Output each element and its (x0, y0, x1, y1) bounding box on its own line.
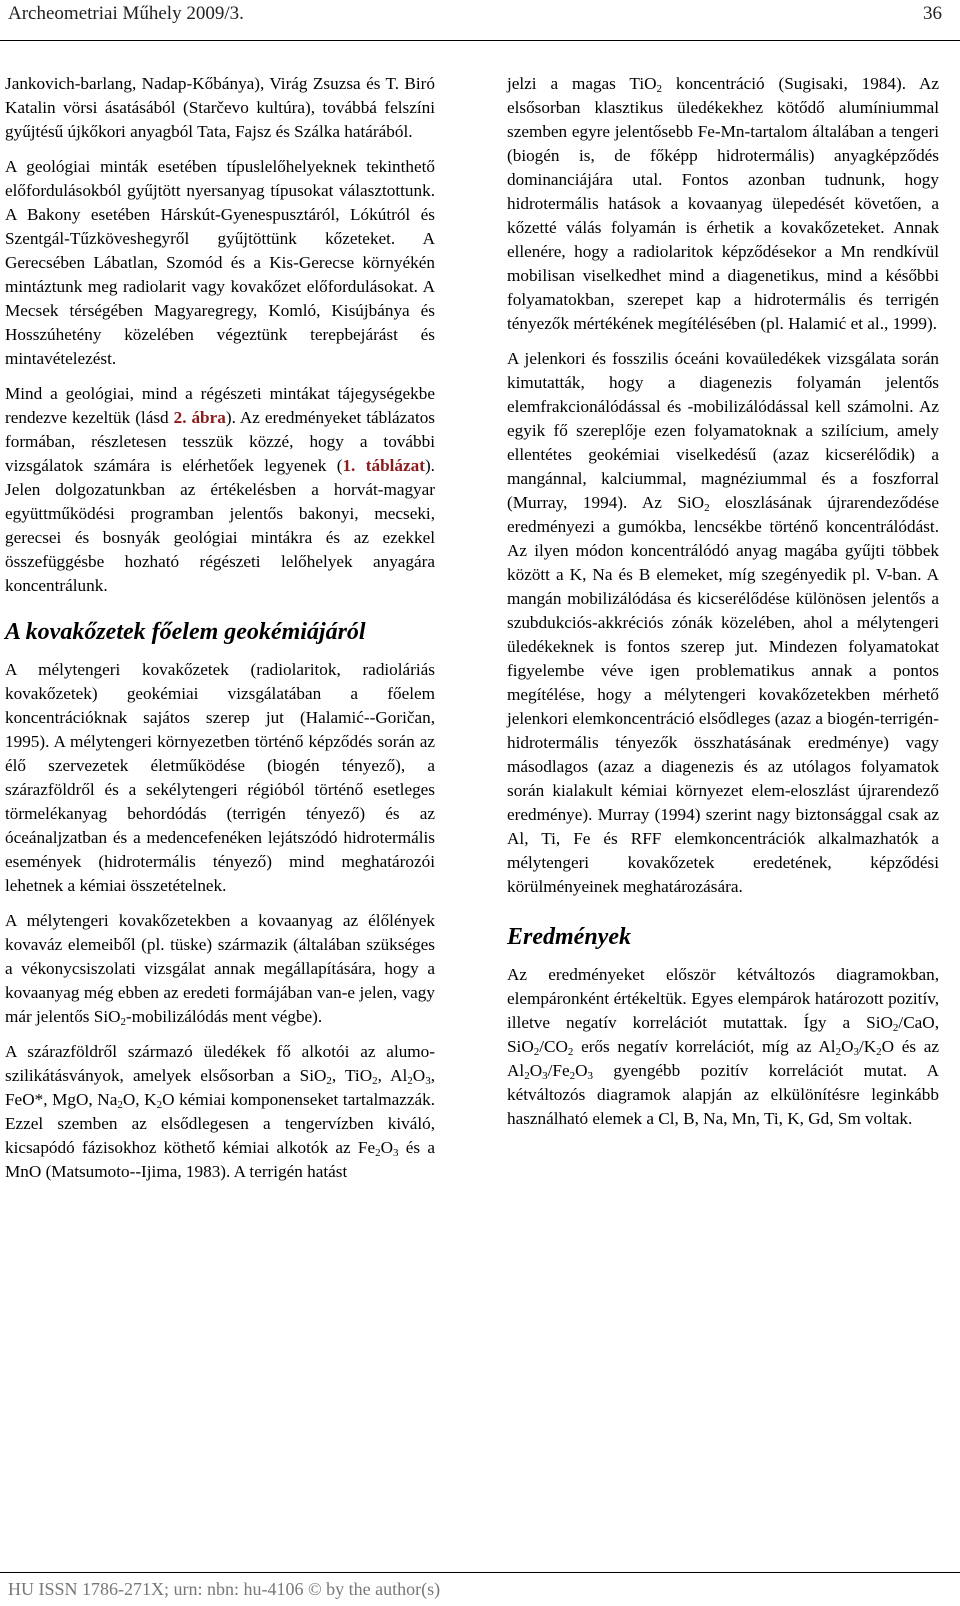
left-column (5, 72, 435, 1195)
paragraph: Az eredményeket először kétváltozós diagramokban, elempáronként értékeltük. Egyes elempárok határozott pozitív, illetve negatív korrelációt mutattak. Így a SiO$_2$/CaO, $SiO_2/CO_2$ erős negatív korrelációt, míg az $Al_2O_3/K_2O$ és az $Al_2O_3/Fe_2O_3$ gyengébb pozitív korrelációt mutat. A kétváltozós diagramok alapján az elkülönítésre leginkább használható elemek a Cl, B, Na, Mn, Ti, K, Gd, Sm voltak. (507, 965, 939, 1128)
section-heading: Eredmények (507, 924, 631, 950)
figure-reference[interactable]: 2. ábra (173, 408, 226, 427)
paragraph: A szárazföldről származó üledékek fő alkotói az alumo-szilikátásványok, amelyek elsősorban a SiO$_2$, TiO$_2$, $Al_2O_3$, FeO*, MgO, $Na_2O$, $K_2O$ kémiai komponenseket tartalmazzák. Ezzel szemben az elsődlegesen a tengervízben kiváló, kicsapódó fázisokhoz köthető kémiai alkotók az $Fe_2O_3$ és a MnO (Matsumoto--Ijima, 1983). A terrigén hatást (5, 1042, 436, 1181)
paragraph: A geológiai minták esetében típuslelőhelyeknek tekinthető előfordulásokból gyűjtött nyersanyag típusokat választottunk. A Bakony esetében Hárskút-Gyenespusztáról, Lókútról és Szentgál-Tűzköveshegyről gyűjtöttünk kőzeteket. A Gerecsében Lábatlan, Szomód és a Kis-Gerecse környékén mintáztunk meg radiolarit vagy kovakőzet előfordulásokat. A Mecsek térségében Magyaregregy, Komló, Kisújbánya és Hosszúhetény közelében végeztünk terepbejárást és mintavételezést. (5, 157, 435, 368)
journal-title: Archeometriai Műhely 2009/3. (8, 3, 244, 24)
issn-copyright: HU ISSN 1786-271X; urn: nbn: hu-4106 © by the author(s) (8, 1579, 441, 1599)
section-heading: A kovakőzetek főelem geokémiájáról (5, 619, 366, 645)
paragraph: A mélytengeri kovakőzetek (radiolaritok, radioláriás kovakőzetek) geokémiai vizsgálatában a főelem koncentrációknak sajátos szerep jut (Halamić--Goričan, 1995). A mélytengeri környezetben történő képződés során az élő szervezetek életműködése (biogén tényező), a szárazföldről és a sekélytengeri régióból történő esetleges törmelékanyag behordódás (terrigén tényező) és az óceánaljzatban és a medencefenéken lejátszódó hidrotermális események (hidrotermális tényező) mind meghatározói lehetnek a kémiai összetételnek. (5, 660, 435, 895)
right-column (507, 72, 939, 1142)
paragraph: A mélytengeri kovakőzetekben a kovaanyag az élőlények kovaváz elemeiből (pl. tüske) származik (általában szükséges a vékonycsiszolati vizsgálat annak megállapítására, hogy a kovaanyag még ebben az eredeti formájában van-e jelen, vagy már jelentős SiO$_2$-mobilizálódás ment végbe). (5, 911, 435, 1028)
paragraph: jelzi a magas TiO$_2$ koncentráció (Sugisaki, 1984). Az elsősorban klasztikus üledékekhez kötődő alumíniummal szemben egyre jelentősebb Fe-Mn-tartalom általában a tengeri (biogén is, de főképp hidrotermális) anyagképződés dominanciájára utal. Fontos azonban tudnunk, hogy hidrotermális hatások a kovaanyag ülepedését követően, a kőzetté válás folyamán is érhetik a kovakőzeteket. Annak ellenére, hogy a radiolaritok képződésekor a Mn rendkívül mobilisan viselkedhet mind a diagenetikus, mind a későbbi folyamatokban, szerepet kap a hidrotermális és terrigén tényezők mértékének megítélésében (pl. Halamić et al., 1999). (507, 74, 939, 333)
page-header (0, 0, 960, 41)
page-footer (0, 1572, 960, 1606)
paragraph: Jankovich-barlang, Nadap-Kőbánya), Virág Zsuzsa és T. Biró Katalin vörsi ásatásából (Starčevo kultúra), továbbá felszíni gyűjtésű újkőkori anyagból Tata, Fajsz és Szálka határából. (5, 74, 435, 141)
paragraph: A jelenkori és fosszilis óceáni kovaüledékek vizsgálata során kimutatták, hogy a diagenezis folyamán jelentős elemfrakcionálódással és -mobilizálódással kell számolni. Az egyik fő szereplője ezen folyamatoknak a szilícium, amely ellentétes geokémiai viselkedésű (azaz kicserélődik) a mangánnal, kalciummal, magnéziummal és a foszforral (Murray, 1994). Az SiO$_2$ eloszlásának újrarendeződése eredményezi a gumókba, lencsékbe történő koncentrálódást. Az ilyen módon koncentrálódó anyag magába gyűjti többek között a K, Na és B elemeket, míg szegényedik pl. V-ban. A mangán mobilizálódása és kicserélődése különösen jelentős a szubdukciós-akkréciós zónák közelében, ahol a mélytengeri üledékeknek is fontos szerep jut. Mindezen folyamatokat figyelembe véve igen problematikus annak a pontos megítélése, hogy a mélytengeri kovakőzetekben mérhető jelenkori elemkoncentráció elsődleges (azaz a biogén-terrigén-hidrotermális tényezők összhatásának eredménye) vagy másodlagos (azaz a diagenezis és az utólagos folyamatok során kialakult kémiai környezet elem-eloszlást újrarendező eredménye). Murray (1994) szerint nagy biztonsággal csak az Al, Ti, Fe és RFF elemkoncentrációk alkalmazhatók a mélytengeri kovakőzetek eredetének, képződési körülményeinek meghatározására. (507, 349, 939, 896)
paragraph: Mind a geológiai, mind a régészeti mintákat tájegységekbe rendezve kezeltük (lásd 2. ábra). Az eredményeket táblázatos formában, részletesen tesszük közzé, hogy a további vizsgálatok számára is elérhetőek legyenek (1. táblázat). Jelen dolgozatunkban az értékelésben a horvát-magyar együttműködési programban jelentős bakonyi, mecseki, gerecsei és bosnyák geológiai mintákra és az ezekkel összefüggésbe hozható régészeti lelőhelyek anyagára koncentrálunk. (5, 384, 435, 595)
page-number: 36 (923, 3, 942, 24)
table-reference[interactable]: 1. táblázat (342, 456, 425, 475)
